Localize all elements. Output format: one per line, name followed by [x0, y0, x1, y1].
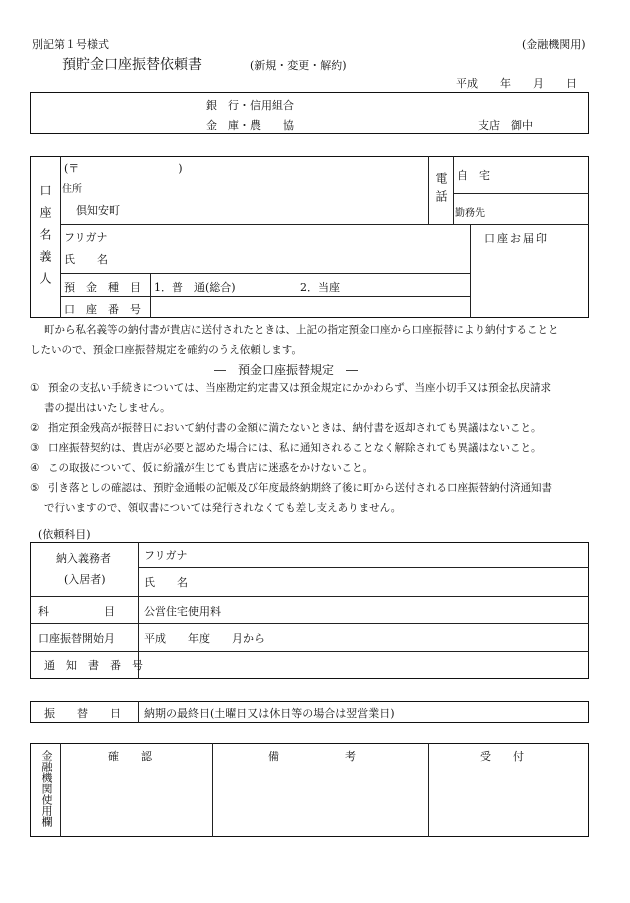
request-heading: (依頼科目): [38, 528, 91, 541]
rules-heading: ― 預金口座振替規定 ―: [214, 363, 359, 377]
rules-list: [30, 378, 610, 518]
transfer-day-value: 納期の最終日(土曜日又は休日等の場合は翌営業日): [144, 707, 395, 720]
holder-name-label: 氏 名: [64, 253, 108, 266]
address-value[interactable]: 倶知安町: [76, 204, 120, 217]
deposit-type-option-2[interactable]: 2．当座: [300, 281, 340, 294]
bank-type-line1: 銀 行・信用組合: [206, 99, 294, 112]
for-bank-label: (金融機関用): [522, 38, 586, 51]
rule-item: [30, 378, 610, 418]
rule-text-line-1: この取扱について、仮に紛議が生じても貴店に迷惑をかけないこと。: [48, 462, 374, 474]
rule-number: ②: [30, 422, 40, 434]
rule-text-line-2: 書の提出はいたしません。: [44, 402, 171, 414]
page-title: 預貯金口座振替依頼書: [62, 57, 202, 73]
phone-work-label: 勤務先: [455, 208, 485, 219]
transfer-day-label: 振 替 日: [44, 707, 121, 720]
rule-item: [30, 438, 610, 458]
deposit-type-option-1[interactable]: 1．普 通(総合): [154, 281, 236, 294]
start-month-label: 口座振替開始月: [38, 632, 115, 645]
rule-text-line-1: 口座振替契約は、貴店が必要と認めた場合には、私に通知されることなく解除されても異議はないこと。: [48, 442, 542, 454]
account-holder-side-label: 口座名義人: [38, 184, 52, 294]
rule-item: [30, 458, 610, 478]
confirm-label: 確 認: [108, 750, 152, 763]
intro-line-2: したいので、預金口座振替規定を確約のうえ依頼します。: [30, 344, 302, 356]
title-options: (新規・変更・解約): [250, 59, 347, 72]
notice-number-label: 通 知 書 番 号: [44, 659, 143, 672]
rule-number: ①: [30, 382, 40, 394]
deposit-type-label: 預 金 種 目: [64, 281, 141, 294]
bank-use-side-label: 金融機関使用欄: [40, 750, 53, 827]
receipt-label: 受 付: [480, 750, 524, 763]
phone-home-label: 自 宅: [457, 169, 490, 182]
address-label: 住所: [62, 184, 82, 195]
rule-number: ⑤: [30, 482, 40, 494]
account-number-label: 口 座 番 号: [64, 303, 141, 316]
intro-line-1: 町から私名義等の納付書が貴店に送付されたときは、上記の指定預金口座から口座振替により納付することと: [44, 324, 559, 336]
phone-label: 電話: [434, 172, 448, 208]
start-month-value[interactable]: 平成 年度 月から: [144, 632, 265, 645]
rule-item: [30, 418, 610, 438]
taxpayer-label: 納入義務者: [56, 552, 111, 565]
rule-number: ③: [30, 442, 40, 454]
rule-number: ④: [30, 462, 40, 474]
date-line: 平成 年 月 日: [456, 77, 577, 90]
intro-text: [30, 320, 605, 360]
subject-label: 科 目: [38, 605, 115, 618]
rule-text-line-1: 引き落としの確認は、預貯金通帳の記帳及び年度最終納期終了後に町から送付される口座振替納付済通知書: [48, 482, 552, 494]
remarks-label: 備 考: [268, 750, 356, 763]
branch-label: 支店 御中: [478, 119, 533, 132]
taxpayer-sub-label: (入居者): [64, 573, 106, 586]
form-number: 別記第１号様式: [32, 38, 109, 51]
postal-code-field[interactable]: (〒 ): [64, 162, 183, 175]
subject-value: 公営住宅使用料: [144, 605, 221, 618]
bank-type-line2: 金 庫・農 協: [206, 119, 294, 132]
rule-text-line-1: 預金の支払い手続きについては、当座勘定約定書又は預金規定にかかわらず、当座小切手又は預金払戻請求: [48, 382, 551, 394]
rule-text-line-1: 指定預金残高が振替日において納付書の金額に満たないときは、納付書を返却されても異議はないこと。: [48, 422, 542, 434]
rule-text-line-2: で行いますので、領収書については発行されなくても差し支えありません。: [44, 502, 402, 514]
rule-item: [30, 478, 610, 518]
seal-label: 口座お届印: [484, 232, 549, 245]
holder-furigana-label: フリガナ: [64, 231, 108, 244]
request-furigana-label: フリガナ: [144, 549, 188, 562]
request-name-label: 氏 名: [144, 576, 188, 589]
